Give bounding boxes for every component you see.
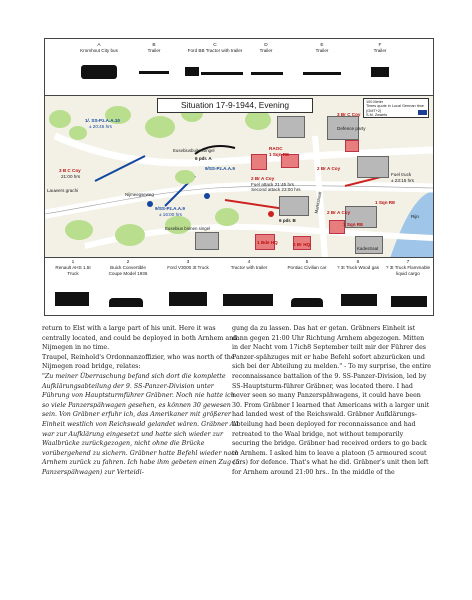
street-kadestraat: Kadestraat — [357, 246, 379, 251]
map-title: Situation 17-9-1944, Evening — [157, 98, 313, 113]
vehicle-d: D Trailer — [259, 43, 273, 54]
tree-cluster — [165, 216, 191, 234]
label-1-sqn-re-south: 1 Sqn RE — [343, 222, 364, 227]
tree-cluster — [49, 110, 71, 128]
occupied-building — [345, 140, 359, 152]
tanker-icon — [391, 296, 427, 307]
building — [357, 156, 389, 178]
label-1-bde-hq: 1 Bde HQ — [257, 240, 278, 245]
vehicle-5: 5 Pontiac Civilian car — [287, 260, 327, 271]
occupied-building — [251, 154, 267, 170]
label-1-sqn-re-east: 1 Sqn RE — [375, 200, 396, 205]
label-raoc: RAOC — [269, 146, 283, 151]
text-column-right — [232, 324, 432, 478]
label-ss-paa9: 9/SS-Pz.A.A.9 — [155, 206, 185, 211]
label-defence-party: Defence party — [337, 126, 366, 131]
car-icon — [109, 298, 143, 307]
vehicle-f: F Trailer — [373, 43, 387, 54]
vehicle-1: 1 Renault AHS 1.5t Truck — [55, 260, 91, 276]
bottom-vehicle-row — [45, 257, 433, 316]
building — [277, 116, 305, 138]
label-fuel-attack: Fuel attack 21:45 hrs — [251, 182, 294, 187]
vehicle-2: 2 Buick Convertible Coupe Model 1936 — [108, 260, 148, 276]
tree-cluster — [245, 110, 271, 130]
street-eusebiusbuitensingel: Eusebiusbuitensingel — [173, 148, 215, 153]
paragraph: gung da zu lassen. Das hat er getan. Gräbners Einheit ist dann gegen 21:00 Uhr Richtung Arnhem abgezogen. Mitten in der Nacht vom 17ich8 September teilt mir der Führer des Panzer-spähzuges mit er habe Befehl sofort abzurücken und sich bei der Abteilung zu melden." - To my surprise, the entire reconnaissance battalion of the 9. SS-Panzer-Division, led by SS-Hauptsturm-führer Gräbner, was located there. I had never seen so many Panzerspähwagens, it could have been 30. From Gräbner I learned that Americans with a larger unit had landed west of the Reichswald. Gräbner Aufklärungs-Abteilung had been deployed for reconnaissance and had retreated to the Waal bridge, not without temporarily securing the bridge. Gräbner had received orders to go back to Arnhem. I asked him to leave a platoon (5 armoured scout cars) for defence. That's what he did. Gräbner's unit then left for Arnhem around 21:00 hrs.. In the middle of the — [232, 325, 432, 476]
tree-cluster — [69, 126, 87, 140]
street-eusebius-binnen: Eusebius binnen singel — [165, 226, 211, 231]
tree-cluster — [175, 170, 195, 184]
label-2br-a-coy-east: 2 Br A Coy — [317, 166, 341, 171]
tractor-icon — [185, 67, 199, 76]
street-marktstraat: Marktstraat — [313, 191, 323, 214]
label-3b-c-coy: 3 B C Coy — [59, 168, 81, 173]
tree-cluster — [215, 208, 239, 226]
label-ss-paa9-time: ± 16:00 hrs — [159, 212, 182, 217]
label-rijn: Rijn — [411, 214, 419, 219]
label-fuel-truck: Fuel truck — [391, 172, 412, 177]
vehicle-7: 7 ? 3t Truck Flammable liquid cargo — [385, 260, 431, 276]
car-icon — [291, 298, 323, 307]
vehicle-e: E Trailer — [315, 43, 329, 54]
label-1-sqn-re: 1 Sqn RE — [269, 152, 290, 157]
truck-icon — [55, 292, 89, 306]
building — [355, 236, 383, 254]
top-vehicle-row — [45, 41, 433, 95]
label-6pdr-a: 6 pdr. A — [195, 156, 212, 161]
label-fuel-truck-time: ± 23:15 hrs — [391, 178, 414, 183]
vehicle-4: 4 Tractor with trailer — [230, 260, 268, 271]
street-map — [45, 95, 433, 258]
label-2br-a-coy: 2 Br A Coy — [251, 176, 275, 181]
unit-marker — [204, 193, 210, 199]
tree-cluster — [115, 224, 145, 246]
situation-map-figure — [44, 38, 434, 316]
truck-icon — [169, 292, 207, 306]
label-3b-c-coy-time: 21:00 hrs — [61, 174, 81, 179]
paragraph: Traupel, Reinhold's Ordonnanzoffizier, who was north of the Nijmegen road bridge, relates: — [42, 353, 235, 371]
vehicle-c: C Ford BB Tractor with trailer — [187, 43, 243, 54]
river — [390, 191, 433, 258]
label-2br-a-coy-south: 2 Br A Coy — [327, 210, 351, 215]
label-2br-hq: 2 Br HQ — [293, 242, 311, 247]
label-second-attack: Second attack 23:00 hrs — [251, 187, 301, 192]
trailer-icon — [303, 72, 341, 75]
trailer-icon — [139, 71, 169, 74]
label-ss-paa10: 1/. SS-Pz.A.A.10 — [85, 118, 120, 123]
trailer-icon — [251, 72, 283, 75]
label-lauwers: Lauwers grachi — [47, 188, 79, 193]
vehicle-a: A Kromhout City bus — [80, 43, 118, 54]
uk-flag-icon — [418, 110, 427, 115]
covered-trailer-icon — [371, 67, 389, 77]
text-column-left — [42, 324, 242, 478]
bus-icon — [81, 65, 117, 79]
street-nijmeegseweg: Nijmeegseweg — [125, 192, 154, 197]
label-3br-c-coy: 3 Br C Coy — [337, 112, 361, 117]
tractor-trailer-icon — [223, 294, 273, 306]
paragraph: return to Elst with a large part of his unit. Here it was centrally located, and could be deployed in both Arnhem and Nijmegen in no time. — [42, 325, 238, 352]
quote-paragraph: "Zu meiner Überraschung befand sich dort die komplette Aufklärungsabteilung der 9. SS-Panzer-Division unter Führung von Hauptsturmführer Gräbner. Noch nie hatte ich so viele Panzerspähwagen gesehen, es können 30 gewesen sein. Von Gräbner erfuhr ich, das Amerikaner mit größerer Einheit westlich von Reichswald gelandet wären. Gräbner AA war zur Aufklärung eingesetzt und hatte sich wieder zur Waalbrücke zurückgezogen, nicht ohne die Brücke vorübergehend zu sichern. Gräbner hatte Befehl wieder nach Arnhem zurück zu fahren. Ich habe ihm gebeten einen Zug (5 Panzerspähwagen) zur Verteidi- — [42, 372, 240, 476]
vehicle-6: 6 ? 3t Truck Wood gas — [336, 260, 380, 271]
truck-icon — [341, 294, 377, 306]
building — [279, 196, 309, 216]
vehicle-b: B Trailer — [147, 43, 161, 54]
building — [195, 232, 219, 250]
vehicle-3: 3 Ford V3000 3t Truck — [167, 260, 209, 271]
tree-cluster — [145, 116, 175, 138]
unit-marker — [268, 211, 274, 217]
map-legend: 100 Meter Times quote in Local German time (GMT+2) S.M. Zwaets — [363, 98, 429, 118]
label-ss-paa10-time: ± 20:45 hrs — [89, 124, 112, 129]
label-ss-paa9-second: 9/SS-Pz.A.A.9 — [205, 166, 235, 171]
label-6pdr-b: 6 pdr. B — [279, 218, 296, 223]
unit-marker — [147, 201, 153, 207]
trailer-icon — [201, 72, 243, 75]
tree-cluster — [65, 220, 93, 240]
